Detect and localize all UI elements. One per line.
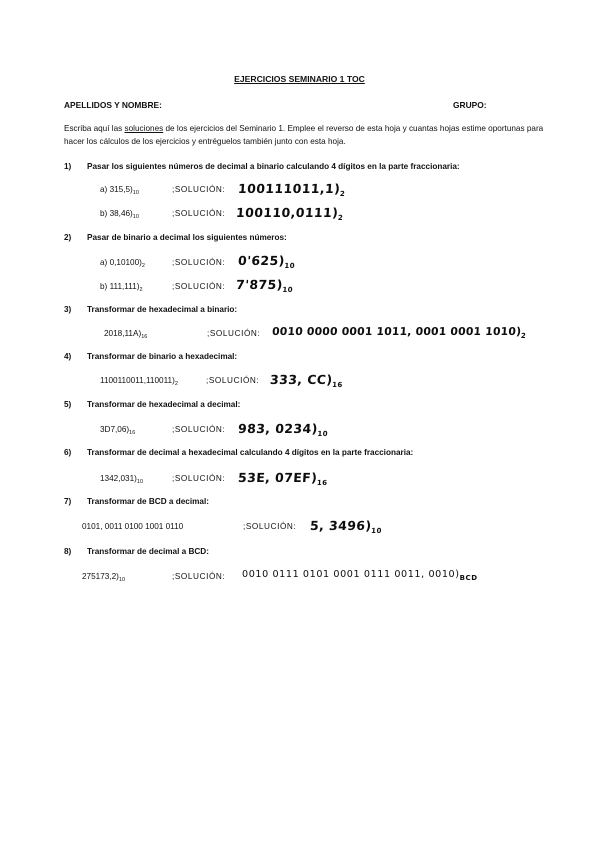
question-4 xyxy=(64,352,237,361)
question-text: Transformar de BCD a decimal: xyxy=(87,497,209,506)
question-number: 7) xyxy=(64,497,72,506)
solution-label: ;SOLUCIÓN: xyxy=(207,329,261,338)
question-number: 3) xyxy=(64,305,72,314)
exercise-3 xyxy=(104,329,147,340)
question-number: 1) xyxy=(64,162,72,171)
solution-label: ;SOLUCIÓN: xyxy=(172,185,226,194)
handwritten-answer: 0010 0111 0101 0001 0111 0011, $0010)_{BCD}$ xyxy=(242,569,478,582)
question-8 xyxy=(64,547,209,556)
question-text: Transformar de decimal a BCD: xyxy=(87,547,209,556)
solution-label: ;SOLUCIÓN: xyxy=(172,572,226,581)
handwritten-answer: $100111011,1)_2$ xyxy=(237,181,346,198)
handwritten-answer: $100110,0111)_2$ xyxy=(235,205,344,222)
question-number: 2) xyxy=(64,233,72,242)
question-5 xyxy=(64,400,240,409)
question-number: 4) xyxy=(64,352,72,361)
exercise-1a xyxy=(100,185,139,196)
item-base: 10 xyxy=(136,479,144,485)
exercise-8 xyxy=(82,572,125,583)
exercise-4 xyxy=(100,376,178,387)
solution-label: ;SOLUCIÓN: xyxy=(172,209,226,218)
item-prefix: a) xyxy=(100,258,108,267)
item-value: 275173,2) xyxy=(82,572,119,581)
handwritten-answer: 0010 0000 0001 1011, 0001 0001 $1010)_2$ xyxy=(271,325,527,340)
item-base: 2 xyxy=(141,263,145,269)
item-prefix: b) xyxy=(100,209,108,218)
exercise-2b xyxy=(100,282,143,293)
solution-label: ;SOLUCIÓN: xyxy=(172,474,226,483)
item-value: 3D7,06) xyxy=(100,425,130,434)
item-value: 0,10100) xyxy=(109,258,142,267)
solution-label: ;SOLUCIÓN: xyxy=(172,425,226,434)
item-value: 2018,11A) xyxy=(104,329,142,338)
handwritten-answer: 983, $0234)_{10}$ xyxy=(237,421,329,438)
question-number: 6) xyxy=(64,448,72,457)
question-6 xyxy=(64,448,413,457)
instructions-underlined: soluciones xyxy=(124,124,164,133)
item-value: 1100110011,110011) xyxy=(100,376,175,385)
handwritten-answer: $7'875)_{10}$ xyxy=(235,277,294,294)
item-base: 16 xyxy=(129,430,136,436)
item-value: 111,111) xyxy=(109,282,140,291)
question-1 xyxy=(64,162,460,171)
solution-label: ;SOLUCIÓN: xyxy=(206,376,260,385)
group-label: GRUPO: xyxy=(453,100,487,110)
handwritten-answer: 53E, $07EF)_{16}$ xyxy=(237,470,328,487)
instructions-after: de los ejercicios del Seminario 1. Emplee el reverso de esta hoja y cuantas hojas estime oportunas para hacer los cálculos de los ejercicios y entréguelos también junto con esta hoja. xyxy=(64,124,544,146)
handwritten-answer: $0'625)_{10}$ xyxy=(237,253,296,270)
page-title: EJERCICIOS SEMINARIO 1 TOC xyxy=(234,74,365,84)
item-base: 2 xyxy=(174,381,178,387)
solution-label: ;SOLUCIÓN: xyxy=(243,522,297,531)
exercise-5 xyxy=(100,425,135,436)
question-text: Pasar de binario a decimal los siguientes números: xyxy=(87,233,287,242)
question-number: 8) xyxy=(64,547,72,556)
item-base: 16 xyxy=(141,334,148,340)
item-value: 1342,031) xyxy=(100,474,137,483)
solution-label: ;SOLUCIÓN: xyxy=(172,258,226,267)
exercise-1b xyxy=(100,209,139,220)
exercise-6 xyxy=(100,474,143,485)
instructions-before: Escriba aquí las xyxy=(64,124,125,133)
item-value: 38,46) xyxy=(109,209,133,218)
handwritten-answer: 333, $CC)_{16}$ xyxy=(269,372,343,389)
instructions xyxy=(64,123,554,148)
exercise-7 xyxy=(82,522,183,531)
question-text: Pasar los siguientes números de decimal a binario calculando 4 dígitos en la parte fraccionaria: xyxy=(87,162,460,171)
item-prefix: b) xyxy=(100,282,108,291)
handwritten-answer: 5, $3496)_{10}$ xyxy=(309,518,383,535)
question-text: Transformar de binario a hexadecimal: xyxy=(87,352,238,361)
item-prefix: a) xyxy=(100,185,108,194)
item-base: 2 xyxy=(139,287,143,293)
question-text: Transformar de hexadecimal a decimal: xyxy=(87,400,241,409)
item-value: 315,5) xyxy=(109,185,133,194)
item-base: 10 xyxy=(118,577,126,583)
question-text: Transformar de decimal a hexadecimal calculando 4 dígitos en la parte fraccionaria: xyxy=(87,448,414,457)
item-base: 10 xyxy=(132,190,139,196)
name-label: APELLIDOS Y NOMBRE: xyxy=(64,100,162,110)
solution-label: ;SOLUCIÓN: xyxy=(172,282,226,291)
question-number: 5) xyxy=(64,400,72,409)
question-7 xyxy=(64,497,209,506)
exercise-2a xyxy=(100,258,145,269)
question-2 xyxy=(64,233,287,242)
item-value: 0101, 0011 0100 1001 0110 xyxy=(82,522,184,531)
question-3 xyxy=(64,305,237,314)
item-base: 10 xyxy=(132,214,139,220)
question-text: Transformar de hexadecimal a binario: xyxy=(87,305,238,314)
